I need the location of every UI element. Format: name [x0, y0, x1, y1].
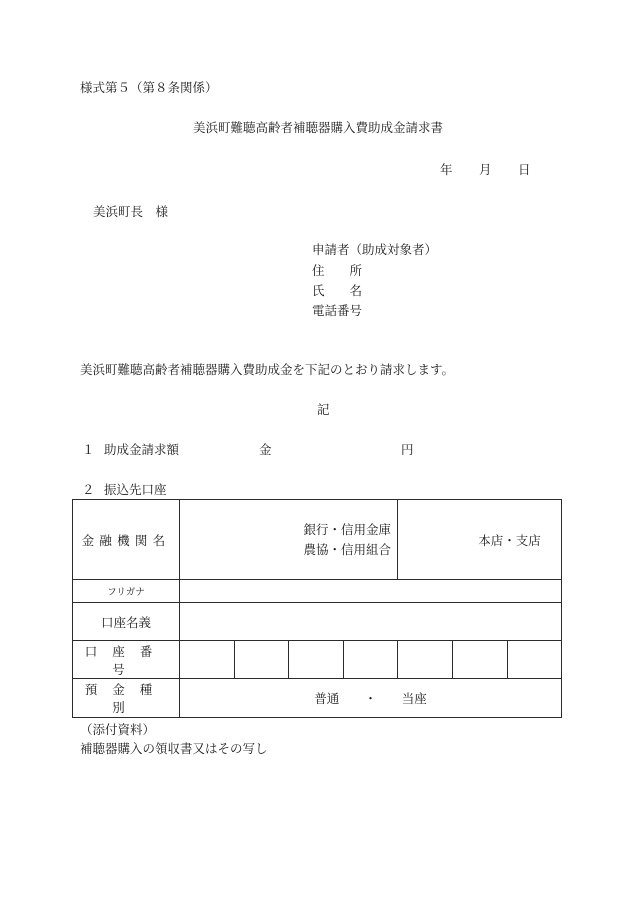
deposit-label: 預金種別 — [84, 682, 168, 715]
name-label: 氏 名 — [312, 283, 363, 298]
furigana-input-cell[interactable] — [180, 580, 562, 603]
attachment-text: 補聴器購入の領収書又はその写し — [80, 741, 268, 756]
branch-label: 本店・支店 — [478, 532, 541, 548]
item1-number: １ — [82, 442, 95, 457]
item2-label: 振込先口座 — [104, 482, 167, 497]
furigana-row — [73, 580, 562, 603]
account-digit-cell[interactable] — [235, 641, 289, 679]
account-digit-cell[interactable] — [453, 641, 508, 679]
attachment-heading: （添付資料） — [80, 722, 156, 737]
date-month: 月 — [479, 162, 492, 177]
furigana-label: フリガナ — [73, 580, 180, 603]
deposit-options: 普通 ・ 当座 — [314, 691, 427, 706]
holder-label: 口座名義 — [73, 603, 180, 641]
account-number-label: 口座番号 — [84, 643, 168, 677]
bank-type-2: 農協・信用組合 — [303, 541, 392, 557]
deposit-type-row — [73, 679, 562, 718]
account-number-row — [73, 641, 562, 679]
yen-label: 円 — [401, 442, 414, 457]
ki-label: 記 — [317, 402, 330, 417]
deposit-label-cell — [73, 679, 180, 718]
bank-row — [73, 500, 562, 580]
item1-label: 助成金請求額 — [104, 442, 180, 457]
bank-type-cell[interactable] — [180, 500, 398, 580]
form-number: 様式第５（第８条関係） — [80, 80, 218, 95]
request-text: 美浜町難聴高齢者補聴器購入費助成金を下記のとおり請求します。 — [80, 362, 455, 377]
bank-type-1: 銀行・信用金庫 — [303, 521, 392, 537]
applicant-heading: 申請者（助成対象者） — [312, 242, 438, 257]
document-title: 美浜町難聴高齢者補聴器購入費助成金請求書 — [193, 120, 444, 135]
account-digit-cell[interactable] — [508, 641, 562, 679]
bank-account-table — [72, 499, 562, 718]
deposit-options-cell[interactable] — [180, 679, 562, 718]
date-day: 日 — [518, 162, 531, 177]
address-label: 住 所 — [312, 263, 363, 278]
account-number-label-cell — [73, 641, 180, 679]
addressee: 美浜町長 様 — [93, 204, 169, 219]
account-digit-cell[interactable] — [398, 641, 453, 679]
account-digit-cell[interactable] — [289, 641, 344, 679]
item2-number: ２ — [82, 482, 95, 497]
date-year: 年 — [440, 162, 453, 177]
bank-label-cell — [73, 500, 180, 580]
kin-label: 金 — [259, 442, 272, 457]
holder-row — [73, 603, 562, 641]
account-digit-cell[interactable] — [344, 641, 398, 679]
branch-cell[interactable] — [398, 500, 562, 580]
phone-label: 電話番号 — [312, 303, 363, 318]
bank-label: 金融機関名 — [81, 532, 171, 548]
holder-input-cell[interactable] — [180, 603, 562, 641]
account-digit-cell[interactable] — [180, 641, 235, 679]
